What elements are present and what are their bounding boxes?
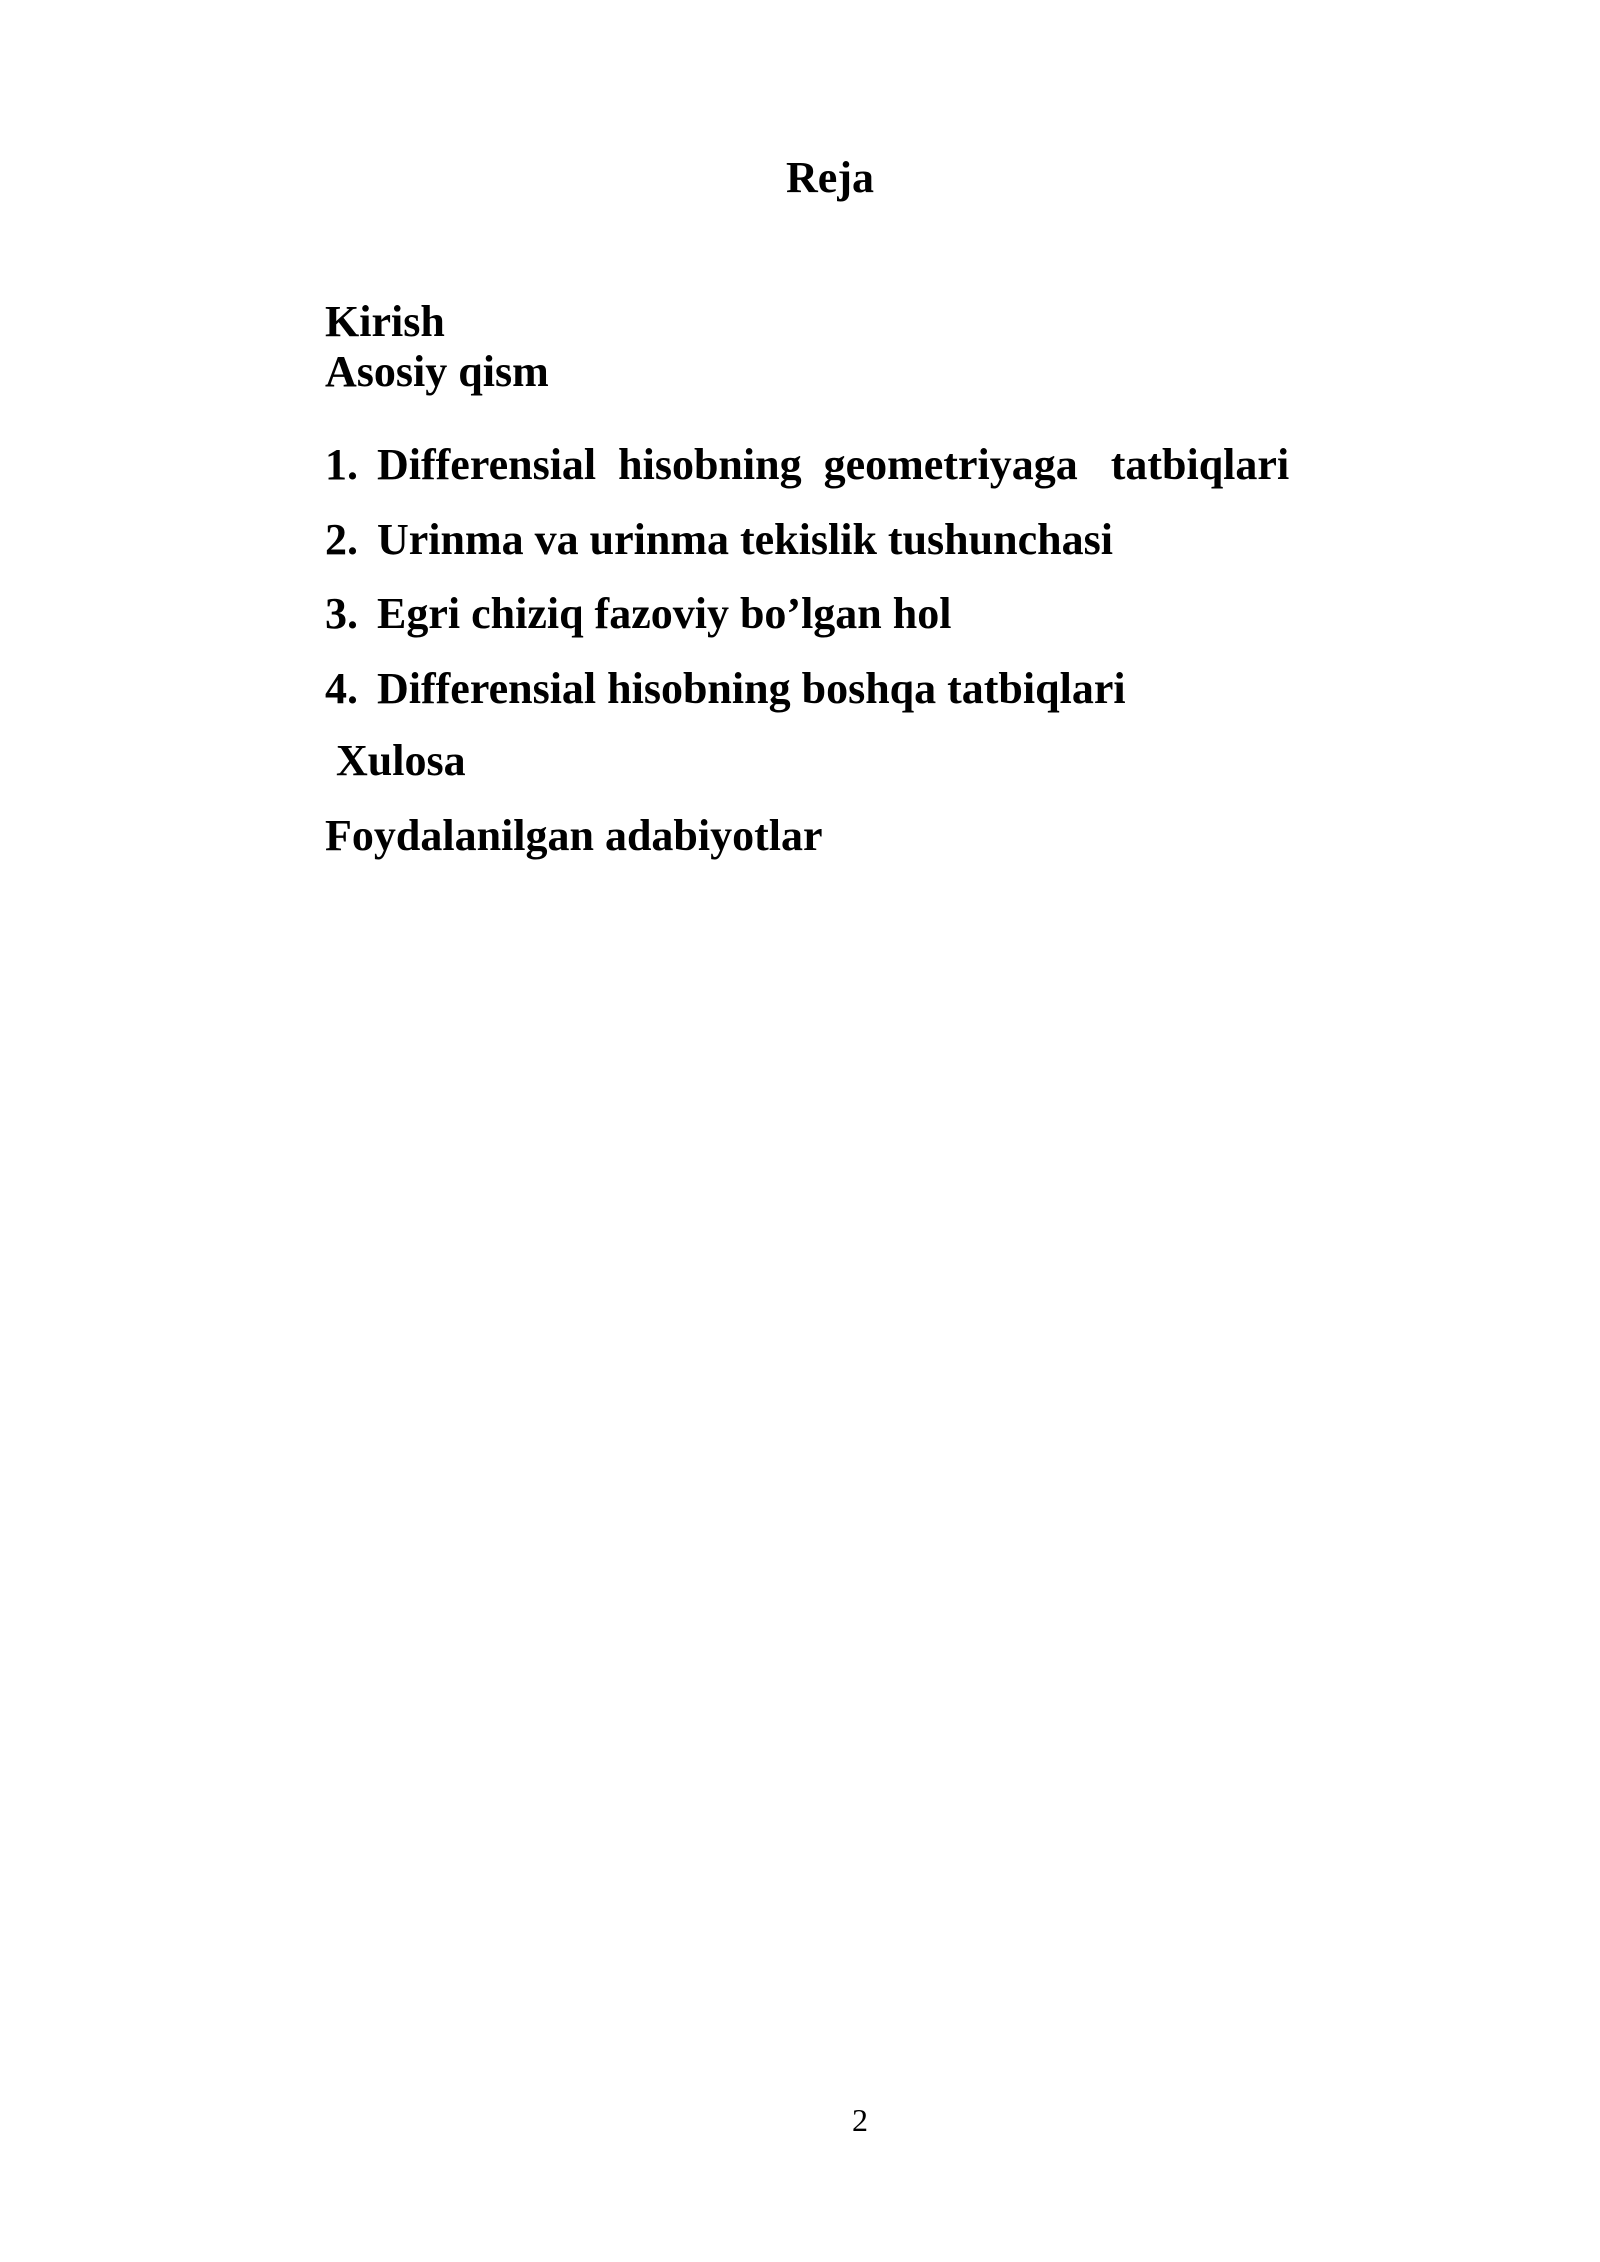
references-heading: Foydalanilgan adabiyotlar: [325, 811, 823, 860]
toc-item-text: Urinma va urinma tekislik tushunchasi: [377, 514, 1113, 564]
intro-section: [325, 297, 549, 397]
intro-item-asosiy-qism: Asosiy qism: [325, 347, 549, 396]
toc-item: [325, 584, 1289, 659]
page-number: 2: [852, 2102, 868, 2138]
table-of-contents: [325, 435, 1289, 733]
toc-item-number: 4.: [325, 663, 358, 713]
toc-item-number: 3.: [325, 589, 358, 638]
toc-item-number: 1.: [325, 440, 358, 489]
toc-item-text: Differensial hisobning geometriyaga tatbiqlari: [377, 440, 1290, 489]
toc-item-text: Egri chiziq fazoviy bo’lgan hol: [377, 589, 952, 638]
page-title: Reja: [786, 153, 874, 202]
toc-item: [325, 659, 1289, 734]
toc-item-number: 2.: [325, 514, 358, 564]
toc-item: [325, 435, 1289, 510]
intro-item-kirish: Kirish: [325, 297, 445, 346]
toc-item: [325, 510, 1289, 585]
toc-item-text: Differensial hisobning boshqa tatbiqlari: [377, 663, 1126, 713]
conclusion-heading: Xulosa: [336, 736, 466, 785]
